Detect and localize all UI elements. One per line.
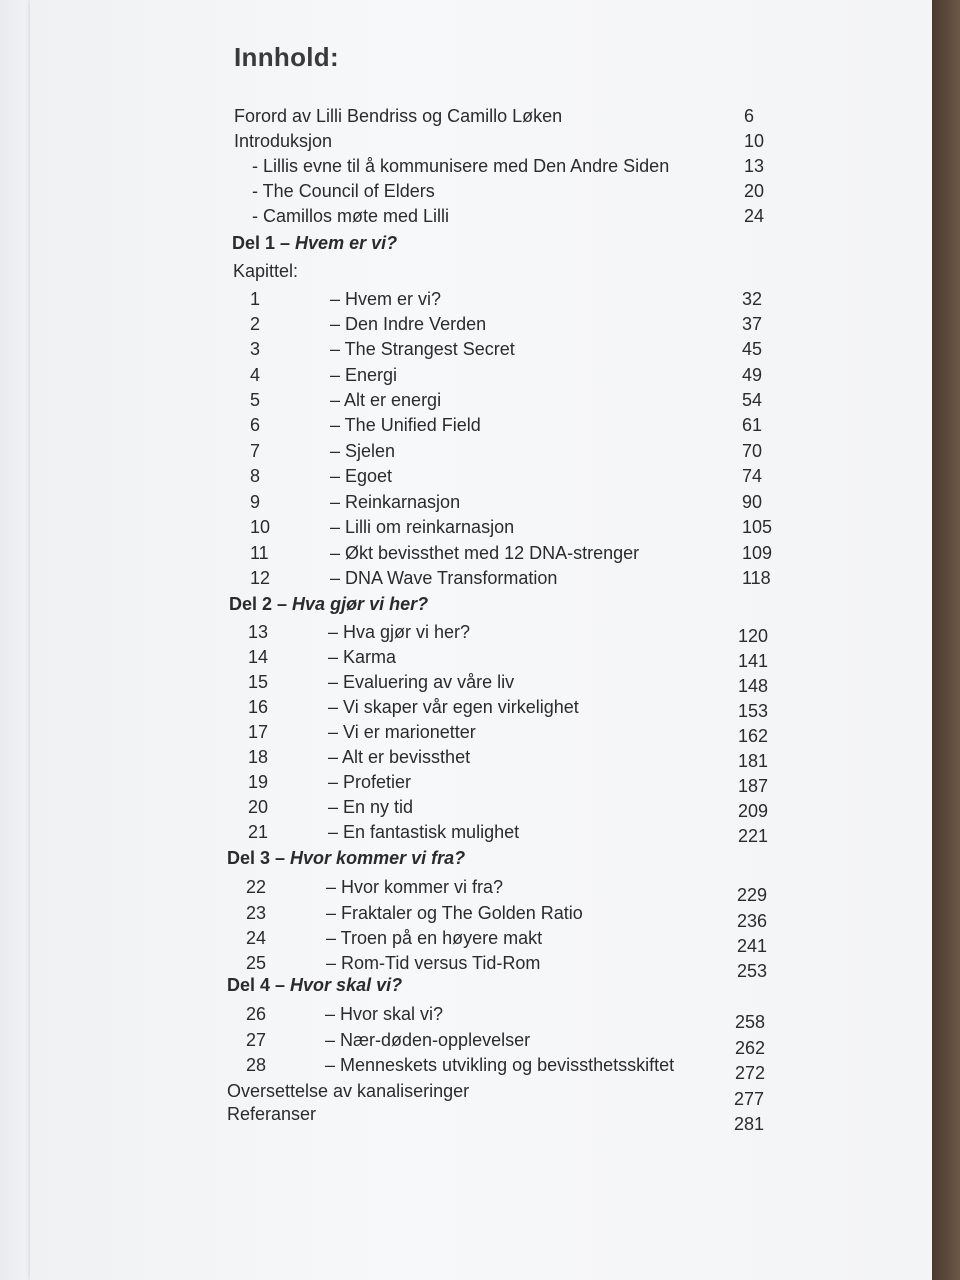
page-number: 181	[738, 751, 769, 771]
chapter-number: 10	[250, 517, 271, 537]
chapter-title: – Egoet	[330, 466, 393, 486]
part-label: Del 4 –	[227, 975, 291, 995]
chapter-number: 26	[246, 1004, 267, 1024]
page-number: 109	[742, 543, 773, 563]
page-number: 74	[742, 466, 763, 486]
chapter-number: 28	[246, 1055, 267, 1075]
page-number: 105	[742, 517, 773, 537]
page-number: 70	[742, 441, 763, 461]
page-number: 272	[735, 1063, 766, 1083]
chapter-number: 2	[250, 314, 261, 334]
chapter-number: 24	[246, 928, 267, 948]
chapter-title: – Reinkarnasjon	[330, 492, 461, 512]
page-number: 258	[735, 1012, 766, 1032]
page-number: 281	[734, 1114, 765, 1134]
entry-title: Forord av Lilli Bendriss og Camillo Løken	[234, 106, 563, 126]
chapter-title: – En ny tid	[328, 797, 414, 817]
page-number: 236	[737, 911, 768, 931]
page-number: 37	[742, 314, 763, 334]
part-label: Del 3 –	[227, 848, 291, 868]
chapter-title: – Hvor kommer vi fra?	[326, 877, 504, 897]
page-number: 32	[742, 289, 763, 309]
entry-title: - Camillos møte med Lilli	[252, 206, 450, 226]
chapter-title: – En fantastisk mulighet	[328, 822, 520, 842]
page-number: 24	[744, 206, 765, 226]
chapter-number: 19	[248, 772, 269, 792]
chapter-number: 12	[250, 568, 271, 588]
part-title	[232, 232, 397, 254]
chapter-number: 3	[250, 339, 261, 359]
part-title	[229, 593, 428, 615]
chapter-title: – Karma	[328, 647, 397, 667]
chapter-number: 11	[250, 543, 269, 563]
chapter-number: 16	[248, 697, 269, 717]
chapter-title: – The Unified Field	[330, 415, 481, 435]
chapter-title: – Evaluering av våre liv	[328, 672, 515, 692]
chapter-number: 1	[250, 289, 261, 309]
chapter-number: 25	[246, 953, 267, 973]
chapter-title: – Vi skaper vår egen virkelighet	[328, 697, 579, 717]
chapter-title: – Nær-døden-opplevelser	[325, 1030, 531, 1050]
chapter-number: 6	[250, 415, 261, 435]
chapter-number: 21	[248, 822, 269, 842]
entry-title: Introduksjon	[234, 131, 333, 151]
page-number: 153	[738, 701, 769, 721]
page-number: 262	[735, 1038, 766, 1058]
page-number: 277	[734, 1089, 765, 1109]
page-number: 229	[737, 885, 768, 905]
part-title	[227, 974, 402, 996]
page-number: 162	[738, 726, 769, 746]
chapter-number: 13	[248, 622, 269, 642]
chapter-number: 7	[250, 441, 261, 461]
page-number: 13	[744, 156, 765, 176]
page-number: 187	[738, 776, 769, 796]
page-number: 6	[744, 106, 755, 126]
part-name: Hvem er vi?	[295, 233, 398, 253]
entry-title: - The Council of Elders	[252, 181, 435, 201]
chapter-number: 5	[250, 390, 261, 410]
chapter-title: – Alt er bevissthet	[328, 747, 471, 767]
chapter-number: 4	[250, 365, 261, 385]
chapter-number: 17	[248, 722, 269, 742]
chapter-title: – DNA Wave Transformation	[330, 568, 558, 588]
chapter-title: – Alt er energi	[330, 390, 442, 410]
chapter-title: – Troen på en høyere makt	[326, 928, 543, 948]
part-title	[227, 847, 465, 869]
page-number: 45	[742, 339, 763, 359]
chapter-label-text: Kapittel:	[233, 261, 299, 281]
page-number: 61	[742, 415, 763, 435]
part-label: Del 1 –	[232, 233, 296, 253]
page-number: 20	[744, 181, 765, 201]
part-label: Del 2 –	[229, 594, 293, 614]
chapter-number: 20	[248, 797, 269, 817]
page-number: 49	[742, 365, 763, 385]
page-number: 120	[738, 626, 769, 646]
chapter-number: 8	[250, 466, 261, 486]
part-name: Hvor kommer vi fra?	[290, 848, 466, 868]
chapter-title: – Lilli om reinkarnasjon	[330, 517, 515, 537]
chapter-title: – The Strangest Secret	[330, 339, 515, 359]
chapter-title: – Hva gjør vi her?	[328, 622, 471, 642]
chapter-title: – Hvem er vi?	[330, 289, 442, 309]
chapter-title: – Energi	[330, 365, 398, 385]
page-number: 148	[738, 676, 769, 696]
chapter-number: 22	[246, 877, 267, 897]
chapter-title: – Sjelen	[330, 441, 396, 461]
page-number: 209	[738, 801, 769, 821]
page-number: 241	[737, 936, 768, 956]
page-number: 90	[742, 492, 763, 512]
chapter-title: – Rom-Tid versus Tid-Rom	[326, 953, 541, 973]
page-number: 253	[737, 961, 768, 981]
chapter-number: 9	[250, 492, 261, 512]
page-number: 221	[738, 826, 769, 846]
chapter-number: 27	[246, 1030, 267, 1050]
chapter-number: 18	[248, 747, 269, 767]
chapter-number: 14	[248, 647, 269, 667]
chapter-title: – Økt bevissthet med 12 DNA-strenger	[330, 543, 640, 563]
chapter-title: – Fraktaler og The Golden Ratio	[326, 903, 583, 923]
entry-title: - Lillis evne til å kommunisere med Den Andre Siden	[252, 156, 670, 176]
entry-title: Oversettelse av kanaliseringer	[227, 1081, 470, 1101]
page-number: 10	[744, 131, 765, 151]
page-title: Innhold:	[234, 42, 339, 72]
chapter-title: – Vi er marionetter	[328, 722, 476, 742]
page-number: 141	[738, 651, 769, 671]
part-name: Hvor skal vi?	[290, 975, 403, 995]
page-number: 118	[742, 568, 771, 588]
chapter-title: – Profetier	[328, 772, 412, 792]
page-number: 54	[742, 390, 763, 410]
chapter-number: 15	[248, 672, 269, 692]
chapter-title: – Den Indre Verden	[330, 314, 487, 334]
part-name: Hva gjør vi her?	[292, 594, 429, 614]
entry-title: Referanser	[227, 1104, 317, 1124]
chapter-title: – Menneskets utvikling og bevissthetsskiftet	[325, 1055, 675, 1075]
chapter-title: – Hvor skal vi?	[325, 1004, 444, 1024]
chapter-number: 23	[246, 903, 267, 923]
